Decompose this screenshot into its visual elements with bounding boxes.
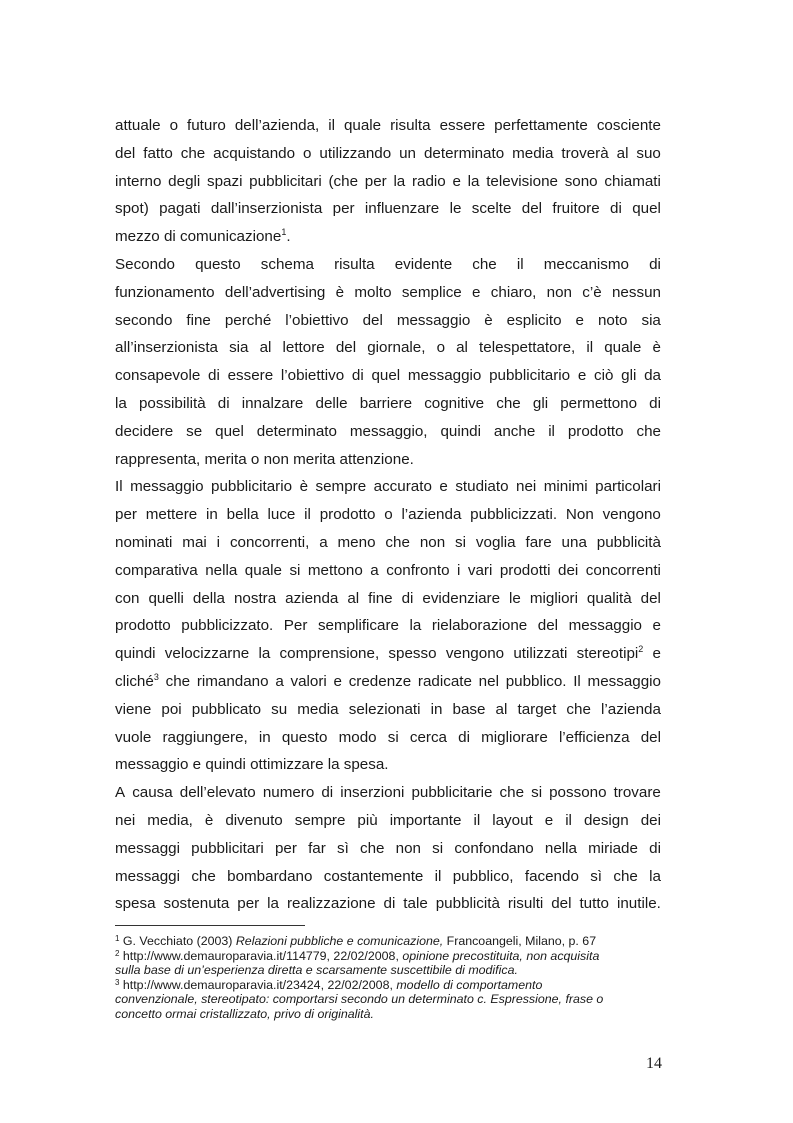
footnote-separator bbox=[115, 925, 305, 926]
text-fragment: . bbox=[286, 228, 291, 246]
paragraph-4 bbox=[115, 779, 661, 918]
text-fragment: sulla base di un’esperienza diretta e scarsamente suscettibile di modifica. bbox=[115, 963, 518, 978]
text-line: nei media, è divenuto sempre più importante il layout e il design dei bbox=[115, 811, 661, 829]
text-line: del fatto che acquistando o utilizzando un determinato media troverà al suo bbox=[115, 144, 661, 162]
footnote-line bbox=[115, 963, 661, 978]
footnote-marker: 3 bbox=[115, 977, 120, 987]
text-fragment: convenzionale, stereotipato: comportarsi secondo un determinato c. Espressione, frase o bbox=[115, 992, 604, 1007]
text-fragment: cliché bbox=[115, 672, 154, 690]
text-line: attuale o futuro dell’azienda, il quale risulta essere perfettamente cosciente bbox=[115, 117, 661, 134]
text-line: per mettere in bella luce il prodotto o l’azienda pubblicizzati. Non vengono bbox=[115, 506, 661, 524]
footnote-line bbox=[115, 978, 661, 993]
text-fragment: Francoangeli, Milano, p. 67 bbox=[443, 934, 597, 948]
text-line: messaggi pubblicitari per far sì che non si confondano nella miriade di bbox=[115, 839, 661, 857]
text-line: all’inserzionista sia al lettore del giornale, o al telespettatore, il quale è bbox=[115, 339, 661, 357]
text-line: decidere se quel determinato messaggio, quindi anche il prodotto che bbox=[115, 422, 661, 440]
footnote-marker: 2 bbox=[115, 948, 120, 958]
footnote-1 bbox=[115, 934, 661, 949]
text-fragment: Relazioni pubbliche e comunicazione, bbox=[235, 934, 444, 948]
text-line: funzionamento dell’advertising è molto semplice e chiaro, non c’è nessun bbox=[115, 283, 661, 301]
text-line: rappresenta, merita o non merita attenzione. bbox=[115, 450, 414, 468]
paragraph-3 bbox=[115, 473, 661, 779]
text-line: con quelli della nostra azienda al fine di evidenziare le migliori qualità del bbox=[115, 589, 661, 607]
text-line: consapevole di essere l’obiettivo di quel messaggio pubblicitario e ciò gli da bbox=[115, 367, 661, 385]
text-line bbox=[115, 668, 661, 696]
text-fragment: e bbox=[643, 645, 661, 663]
body-text bbox=[115, 112, 661, 918]
text-line: viene poi pubblicato su media selezionati in base al target che l’azienda bbox=[115, 700, 661, 718]
text-line: spesa sostenuta per la realizzazione di tale pubblicità risulti del tutto inutile. bbox=[115, 895, 661, 913]
text-line: la possibilità di innalzare delle barriere cognitive che gli permettono di bbox=[115, 394, 661, 412]
text-fragment: G. Vecchiato (2003) bbox=[119, 934, 236, 948]
text-line bbox=[115, 223, 661, 251]
page-number: 14 bbox=[646, 1055, 662, 1072]
footnote-ref: 1 bbox=[281, 227, 287, 238]
text-line: secondo fine perché l’obiettivo del messaggio è esplicito e noto sia bbox=[115, 311, 661, 329]
text-line: messaggi che bombardano costantemente il pubblico, facendo sì che la bbox=[115, 867, 661, 885]
text-fragment: che rimandano a valori e credenze radicate nel pubblico. Il messaggio bbox=[158, 672, 661, 690]
text-line: vuole raggiungere, in questo modo si cerca di migliorare l’efficienza del bbox=[115, 728, 661, 746]
footnote-ref: 3 bbox=[153, 671, 159, 682]
footnote-line bbox=[115, 992, 661, 1007]
text-line: Il messaggio pubblicitario è sempre accurato e studiato nei minimi particolari bbox=[115, 478, 661, 496]
text-fragment: mezzo di comunicazione bbox=[115, 228, 282, 246]
text-line: spot) pagati dall’inserzionista per influenzare le scelte del fruitore di quel bbox=[115, 200, 661, 218]
text-fragment: concetto ormai cristallizzato, privo di originalità. bbox=[115, 1006, 374, 1021]
footnote-2 bbox=[115, 949, 661, 978]
footnote-line bbox=[115, 949, 661, 964]
text-line: prodotto pubblicizzato. Per semplificare la rielaborazione del messaggio e bbox=[115, 617, 661, 635]
text-fragment: modello di comportamento bbox=[396, 977, 543, 992]
text-fragment: quindi velocizzarne la comprensione, spesso vengono utilizzati stereotipi bbox=[115, 645, 639, 663]
text-line bbox=[115, 640, 661, 668]
footnote-ref: 2 bbox=[638, 644, 644, 655]
text-line: nominati mai i concorrenti, a meno che non si voglia fare una pubblicità bbox=[115, 533, 661, 551]
text-fragment: http://www.demauroparavia.it/23424, 22/02/2008, bbox=[119, 977, 397, 992]
footnote-line bbox=[115, 1007, 661, 1022]
text-fragment: opinione precostituita, non acquisita bbox=[402, 948, 600, 963]
footnote-3 bbox=[115, 978, 661, 1022]
text-line: Secondo questo schema risulta evidente che il meccanismo di bbox=[115, 255, 661, 273]
text-line: A causa dell’elevato numero di inserzioni pubblicitarie che si possono trovare bbox=[115, 784, 661, 802]
footnote-marker: 1 bbox=[115, 934, 120, 943]
text-line: interno degli spazi pubblicitari (che per la radio e la televisione sono chiamati bbox=[115, 172, 661, 190]
footnote-line bbox=[115, 934, 661, 949]
text-line: comparativa nella quale si mettono a confronto i vari prodotti dei concorrenti bbox=[115, 561, 661, 579]
paragraph-1 bbox=[115, 112, 661, 251]
text-line: messaggio e quindi ottimizzare la spesa. bbox=[115, 756, 389, 774]
text-fragment: http://www.demauroparavia.it/114779, 22/02/2008, bbox=[119, 948, 403, 963]
footnotes bbox=[115, 934, 661, 1022]
paragraph-2 bbox=[115, 251, 661, 473]
